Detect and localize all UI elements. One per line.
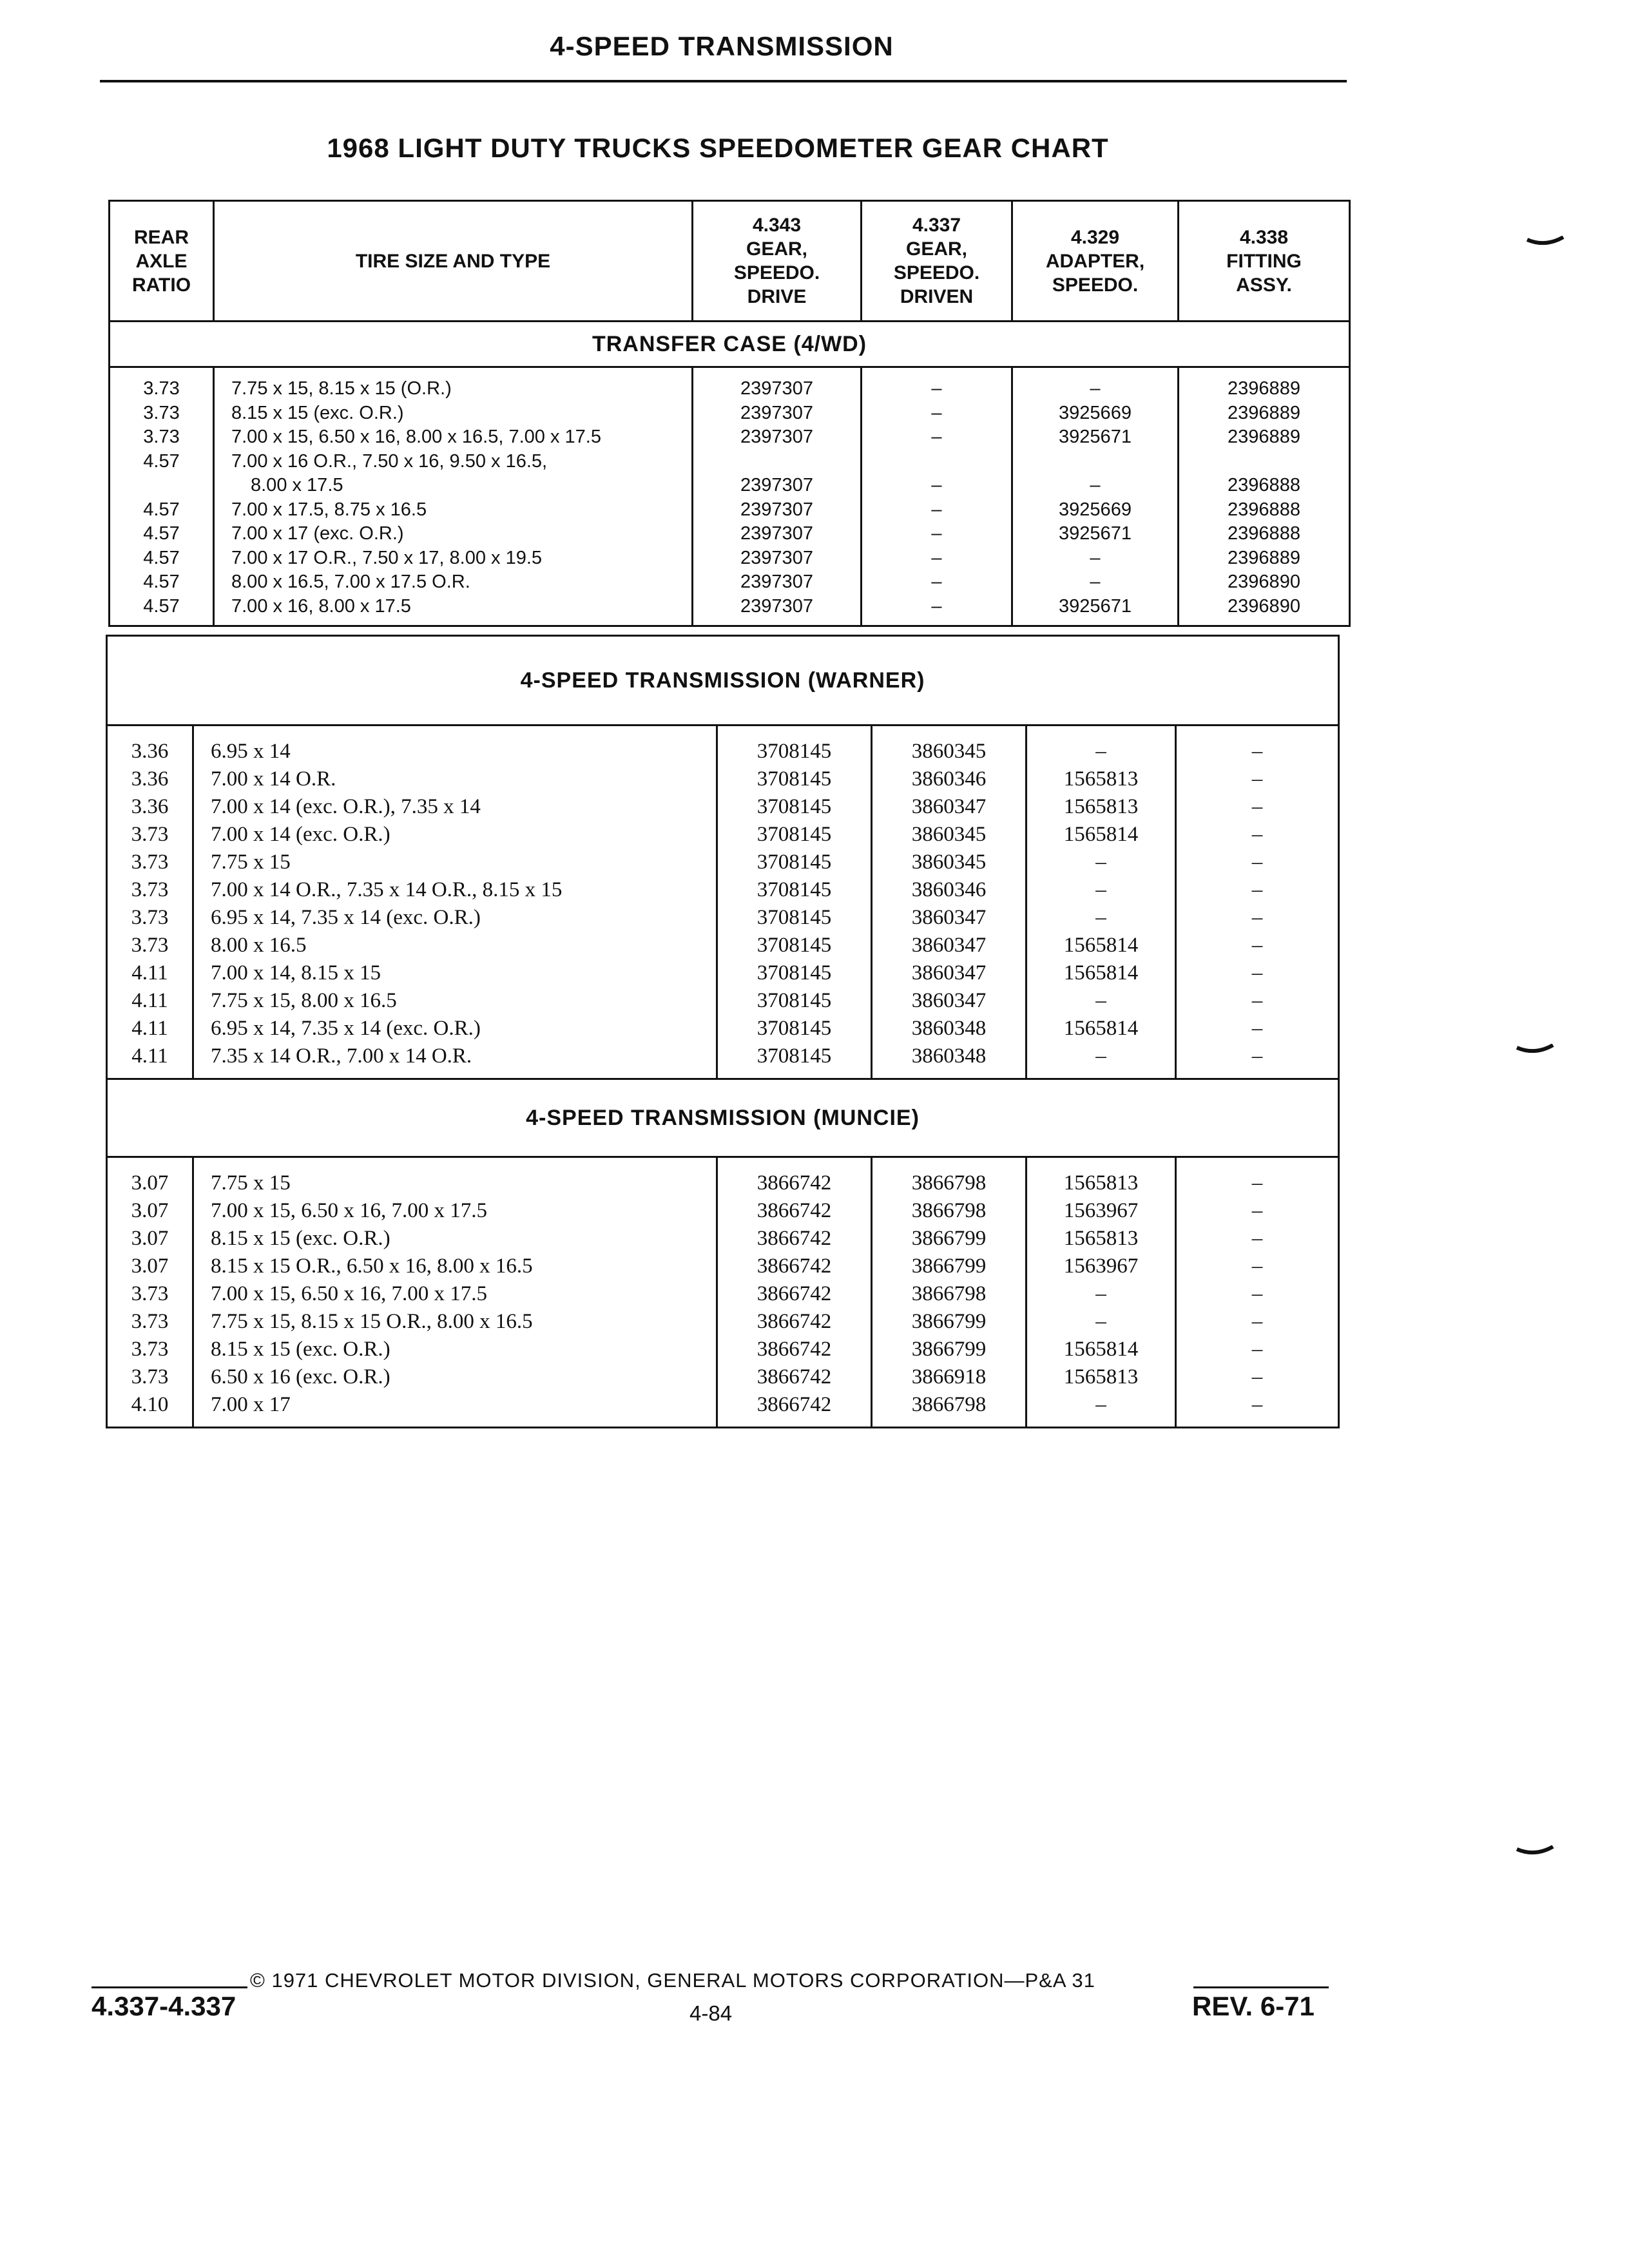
cell-line: 2397307 [740, 475, 813, 495]
cell-line: 3860345 [911, 850, 987, 874]
cell-line: 3.36 [131, 795, 169, 818]
cell-line: 3708145 [757, 934, 832, 957]
cell-line: 7.00 x 16, 8.00 x 17.5 [231, 595, 411, 617]
adapter-column [1027, 1157, 1176, 1428]
cell-line: – [1095, 1310, 1106, 1333]
cell-line: – [931, 475, 942, 495]
page-header: 4-SPEED TRANSMISSION [550, 31, 894, 61]
cell-line: 3866742 [757, 1338, 832, 1361]
cell-line: 3860347 [911, 906, 987, 929]
header-line: REAR [133, 226, 189, 248]
cell-line: – [1095, 878, 1106, 901]
footer-rule [1193, 1986, 1329, 1988]
cell-line: 3.07 [131, 1171, 169, 1195]
cell-line: 7.00 x 14, 8.15 x 15 [211, 961, 381, 985]
cell-line: – [1095, 1282, 1106, 1305]
footer-page-number: 4-84 [689, 2001, 733, 2025]
cell-line: 3860346 [911, 767, 987, 791]
header-line: DRIVE [747, 286, 807, 307]
cell-line: 1565813 [1063, 767, 1139, 791]
binder-mark [1516, 1845, 1554, 1858]
cell-line: 3866798 [911, 1282, 987, 1305]
cell-line: 3860345 [911, 740, 987, 763]
header-line: SPEEDO. [893, 262, 980, 284]
cell-line: 2396890 [1228, 595, 1300, 617]
cell-line: 8.00 x 16.5 [211, 934, 307, 957]
cell-line: 3925671 [1059, 523, 1132, 544]
column-header-fitting [1179, 201, 1350, 322]
header-line: AXLE [135, 250, 188, 272]
cell-line: 3866799 [911, 1310, 987, 1333]
drive-column [693, 367, 862, 626]
cell-line: – [1251, 961, 1263, 985]
cell-line: – [931, 523, 942, 544]
cell-line: 3860348 [911, 1017, 987, 1040]
cell-line: 3860347 [911, 989, 987, 1012]
cell-line: – [1090, 572, 1101, 592]
cell-line: – [931, 402, 942, 423]
cell-line: 7.75 x 15, 8.15 x 15 (O.R.) [231, 378, 452, 399]
cell-line: 3.73 [143, 427, 180, 447]
cell-line: – [1251, 740, 1263, 763]
cell-line: 3860347 [911, 795, 987, 818]
cell-line: 3866798 [911, 1393, 987, 1416]
cell-line: 4.57 [143, 450, 180, 472]
cell-line: – [1251, 1199, 1263, 1222]
cell-line: 8.00 x 16.5, 7.00 x 17.5 O.R. [231, 572, 470, 592]
cell-line: 3866798 [911, 1171, 987, 1195]
cell-line: 2397307 [740, 547, 813, 568]
header-line: ASSY. [1236, 274, 1292, 296]
cell-line: 3708145 [757, 1044, 832, 1068]
warner-table [106, 635, 1340, 1080]
cell-line: – [931, 499, 942, 520]
cell-line: 7.35 x 14 O.R., 7.00 x 14 O.R. [211, 1044, 472, 1068]
transfer-case-table [108, 200, 1351, 627]
cell-line: 4.57 [143, 499, 180, 520]
cell-line: 3.73 [131, 1282, 169, 1305]
cell-line: 3708145 [757, 906, 832, 929]
cell-line: – [1090, 475, 1101, 495]
cell-line: 7.75 x 15, 8.15 x 15 O.R., 8.00 x 16.5 [211, 1310, 533, 1333]
cell-line: – [931, 572, 942, 592]
adapter-column [1012, 367, 1179, 626]
section-title-warner: 4-SPEED TRANSMISSION (WARNER) [107, 636, 1339, 726]
cell-line [693, 450, 860, 474]
cell-line: 2397307 [740, 427, 813, 447]
cell-line: 4.11 [131, 1044, 168, 1068]
cell-line: 4.10 [131, 1393, 169, 1416]
cell-line: 3.73 [131, 1310, 169, 1333]
cell-line: – [1251, 1017, 1263, 1040]
tire-column [193, 726, 717, 1079]
cell-line: 1565813 [1063, 1171, 1139, 1195]
cell-line: 3708145 [757, 740, 832, 763]
cell-line: 3708145 [757, 989, 832, 1012]
driven-column [872, 726, 1027, 1079]
cell-line: – [1095, 1393, 1106, 1416]
cell-line: 7.00 x 14 O.R., 7.35 x 14 O.R., 8.15 x 15 [211, 878, 563, 901]
cell-line: 3708145 [757, 1017, 832, 1040]
driven-column [872, 1157, 1027, 1428]
cell-line: 7.75 x 15 [211, 1171, 291, 1195]
cell-line: – [1095, 740, 1106, 763]
cell-line: 3.73 [143, 378, 180, 399]
cell-line: 3866798 [911, 1199, 987, 1222]
cell-line: 4.57 [143, 523, 180, 544]
cell-line: 2397307 [740, 572, 813, 592]
cell-line: 4.11 [131, 1017, 168, 1040]
drive-column [717, 1157, 872, 1428]
column-header-adapter [1012, 201, 1179, 322]
cell-line: 1565814 [1063, 1017, 1139, 1040]
cell-line: 3866742 [757, 1254, 832, 1278]
cell-line: 3.73 [131, 1338, 169, 1361]
cell-line: 3866742 [757, 1282, 832, 1305]
muncie-table [106, 1078, 1340, 1428]
cell-line: 3.07 [131, 1227, 169, 1250]
fitting-column [1176, 1157, 1339, 1428]
cell-line: – [1251, 1254, 1263, 1278]
cell-line: – [931, 547, 942, 568]
cell-line: – [1251, 823, 1263, 846]
cell-line: 3866799 [911, 1227, 987, 1250]
cell-line: 7.00 x 17 O.R., 7.50 x 17, 8.00 x 19.5 [231, 547, 543, 568]
cell-line: 2396889 [1228, 378, 1300, 399]
header-line: TIRE SIZE AND TYPE [355, 250, 551, 272]
cell-line: 1565814 [1063, 823, 1139, 846]
column-header-ratio [110, 201, 214, 322]
cell-line: – [1251, 1044, 1263, 1068]
cell-line: 3.73 [131, 878, 169, 901]
cell-line: 3925669 [1059, 402, 1132, 423]
cell-line: – [1095, 1044, 1106, 1068]
cell-line: 4.11 [131, 961, 168, 985]
cell-line: 3866742 [757, 1171, 832, 1195]
cell-line: 4.57 [143, 547, 180, 568]
cell-line: 3.07 [131, 1254, 169, 1278]
cell-line: 2396888 [1228, 499, 1300, 520]
cell-line: – [1090, 547, 1101, 568]
cell-line: 1565814 [1063, 1338, 1139, 1361]
cell-line: 1565813 [1063, 1227, 1139, 1250]
column-header-tire [214, 201, 693, 322]
section-title-transfer: TRANSFER CASE (4/WD) [110, 322, 1350, 367]
header-line: GEAR, [746, 238, 807, 260]
cell-line: 3860347 [911, 934, 987, 957]
cell-line [110, 474, 213, 498]
cell-line: 3866742 [757, 1365, 832, 1389]
cell-line: 3708145 [757, 795, 832, 818]
cell-line: – [1251, 878, 1263, 901]
cell-line: 3860347 [911, 961, 987, 985]
cell-line: 1565813 [1063, 1365, 1139, 1389]
cell-line: 7.00 x 17 (exc. O.R.) [231, 523, 404, 544]
cell-line: 2397307 [740, 523, 813, 544]
cell-line: 3708145 [757, 850, 832, 874]
cell-line: 3.73 [131, 934, 169, 957]
cell-line: 4.57 [143, 572, 180, 592]
cell-line: – [1090, 378, 1101, 399]
cell-line: 7.00 x 15, 6.50 x 16, 7.00 x 17.5 [211, 1282, 487, 1305]
cell-line: 7.00 x 15, 6.50 x 16, 8.00 x 16.5, 7.00 x 17.5 [231, 427, 601, 447]
section-title-muncie: 4-SPEED TRANSMISSION (MUNCIE) [107, 1079, 1339, 1157]
cell-line: 3.73 [131, 1365, 169, 1389]
cell-line: 3.73 [131, 823, 169, 846]
cell-line: – [1251, 1282, 1263, 1305]
cell-line: 2397307 [740, 595, 813, 617]
cell-line: – [1251, 850, 1263, 874]
tire-column [193, 1157, 717, 1428]
cell-line: 3860345 [911, 823, 987, 846]
cell-line: – [1251, 1227, 1263, 1250]
cell-line: 3866742 [757, 1310, 832, 1333]
header-line: 4.338 [1239, 226, 1289, 248]
cell-line: – [1095, 989, 1106, 1012]
cell-line: 3866799 [911, 1254, 987, 1278]
cell-line: 1565814 [1063, 934, 1139, 957]
fitting-column [1176, 726, 1339, 1079]
cell-line: 6.50 x 16 (exc. O.R.) [211, 1365, 390, 1389]
section-body-transfer [110, 367, 1350, 626]
cell-line: 7.75 x 15, 8.00 x 16.5 [211, 989, 397, 1012]
header-line: DRIVEN [900, 286, 974, 307]
driven-column [862, 367, 1012, 626]
cell-line: – [1095, 906, 1106, 929]
cell-line: – [1251, 934, 1263, 957]
section-body-warner [107, 726, 1339, 1079]
header-rule [100, 80, 1347, 82]
cell-line: 7.00 x 17.5, 8.75 x 16.5 [231, 499, 427, 520]
cell-line: 6.95 x 14, 7.35 x 14 (exc. O.R.) [211, 1017, 481, 1040]
header-line: 4.329 [1070, 226, 1120, 248]
cell-line: 1565813 [1063, 795, 1139, 818]
cell-line: 8.15 x 15 (exc. O.R.) [211, 1338, 390, 1361]
cell-line: – [931, 427, 942, 447]
cell-line: 8.15 x 15 O.R., 6.50 x 16, 8.00 x 16.5 [211, 1254, 533, 1278]
footer-revision: REV. 6-71 [1192, 1991, 1315, 2021]
cell-line: 7.00 x 14 (exc. O.R.), 7.35 x 14 [211, 795, 481, 818]
cell-line: 7.00 x 14 (exc. O.R.) [211, 823, 390, 846]
cell-line: – [1251, 767, 1263, 791]
cell-line: 8.00 x 17.5 [251, 475, 343, 495]
column-header-driven [862, 201, 1012, 322]
cell-line: – [1251, 906, 1263, 929]
cell-line: 3860348 [911, 1044, 987, 1068]
ratio-column [110, 367, 214, 626]
cell-line: 7.00 x 16 O.R., 7.50 x 16, 9.50 x 16.5, [231, 450, 548, 472]
cell-line: 6.95 x 14 [211, 740, 291, 763]
cell-line: 2396889 [1228, 402, 1300, 423]
cell-line: 2396889 [1228, 547, 1300, 568]
fitting-column [1179, 367, 1350, 626]
cell-line: 3.07 [131, 1199, 169, 1222]
cell-line: 4.57 [143, 595, 180, 617]
cell-line: 3.73 [143, 402, 180, 423]
cell-line: 3.36 [131, 740, 169, 763]
binder-mark [1516, 1044, 1554, 1057]
cell-line: – [1095, 850, 1106, 874]
footer-section-number: 4.337-4.337 [92, 1991, 236, 2021]
cell-line: 3866742 [757, 1393, 832, 1416]
column-header-row [110, 201, 1350, 322]
binder-mark [1526, 236, 1565, 249]
cell-line: 3708145 [757, 878, 832, 901]
cell-line: 2397307 [740, 402, 813, 423]
cell-line: 2397307 [740, 378, 813, 399]
cell-line: 7.75 x 15 [211, 850, 291, 874]
cell-line: 3708145 [757, 961, 832, 985]
cell-line: 7.00 x 17 [211, 1393, 291, 1416]
chart-title: 1968 LIGHT DUTY TRUCKS SPEEDOMETER GEAR CHART [327, 133, 1109, 163]
footer-copyright: © 1971 CHEVROLET MOTOR DIVISION, GENERAL MOTORS CORPORATION—P&A 31 [250, 1969, 1095, 1992]
cell-line: 6.95 x 14, 7.35 x 14 (exc. O.R.) [211, 906, 481, 929]
cell-line: 7.00 x 14 O.R. [211, 767, 336, 791]
cell-line [1013, 450, 1177, 474]
cell-line: 1563967 [1063, 1199, 1139, 1222]
header-line: 4.343 [752, 215, 802, 236]
ratio-column [107, 726, 193, 1079]
cell-line: 3866799 [911, 1338, 987, 1361]
header-line: SPEEDO. [733, 262, 820, 284]
cell-line: 3708145 [757, 823, 832, 846]
adapter-column [1027, 726, 1176, 1079]
header-line: RATIO [131, 274, 191, 296]
column-header-drive [693, 201, 862, 322]
cell-line: – [931, 378, 942, 399]
cell-line: 2396888 [1228, 475, 1300, 495]
ratio-column [107, 1157, 193, 1428]
cell-line: 3860346 [911, 878, 987, 901]
cell-line: 3866742 [757, 1227, 832, 1250]
section-header-warner [107, 636, 1339, 726]
cell-line: 8.15 x 15 (exc. O.R.) [231, 402, 404, 423]
header-line: ADAPTER, [1045, 250, 1145, 272]
cell-line: 3866918 [911, 1365, 987, 1389]
cell-line: 1563967 [1063, 1254, 1139, 1278]
header-line: 4.337 [912, 215, 961, 236]
cell-line: 1565814 [1063, 961, 1139, 985]
cell-line: 3708145 [757, 767, 832, 791]
cell-line [1179, 450, 1349, 474]
cell-line: 3925671 [1059, 427, 1132, 447]
cell-line: 3.36 [131, 767, 169, 791]
cell-line: – [1251, 795, 1263, 818]
cell-line: 3866742 [757, 1199, 832, 1222]
header-line: SPEEDO. [1052, 274, 1139, 296]
cell-line: 3925671 [1059, 595, 1132, 617]
section-body-muncie [107, 1157, 1339, 1428]
cell-line: 8.15 x 15 (exc. O.R.) [211, 1227, 390, 1250]
header-line: FITTING [1226, 250, 1302, 272]
cell-line: 2396889 [1228, 427, 1300, 447]
section-header-transfer [110, 322, 1350, 367]
cell-line: 7.00 x 15, 6.50 x 16, 7.00 x 17.5 [211, 1199, 487, 1222]
cell-line: 3925669 [1059, 499, 1132, 520]
cell-line: 2396888 [1228, 523, 1300, 544]
cell-line: 4.11 [131, 989, 168, 1012]
tire-column [214, 367, 693, 626]
footer-rule [92, 1986, 247, 1988]
cell-line: – [931, 595, 942, 617]
cell-line: – [1251, 1310, 1263, 1333]
drive-column [717, 726, 872, 1079]
cell-line: – [1251, 1338, 1263, 1361]
cell-line: – [1251, 989, 1263, 1012]
cell-line: – [1251, 1393, 1263, 1416]
header-line: GEAR, [905, 238, 967, 260]
cell-line: – [1251, 1365, 1263, 1389]
cell-line: 2397307 [740, 499, 813, 520]
section-header-muncie [107, 1079, 1339, 1157]
cell-line: 3.73 [131, 850, 169, 874]
cell-line [862, 450, 1011, 474]
cell-line: – [1251, 1171, 1263, 1195]
cell-line: 3.73 [131, 906, 169, 929]
cell-line: 2396890 [1228, 572, 1300, 592]
